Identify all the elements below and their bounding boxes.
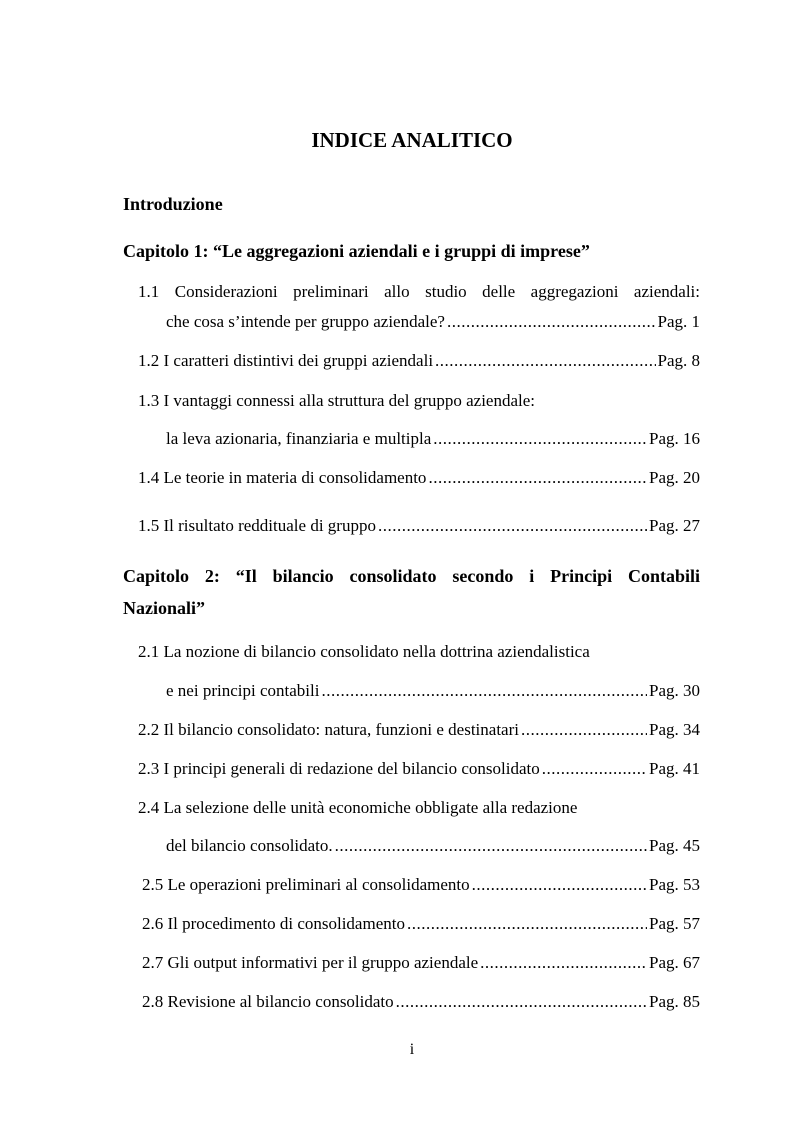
dot-leader [407,913,647,935]
toc-entry-1-1 [166,311,700,333]
toc-entry-2-8 [142,991,700,1013]
toc-page-number: Pag. 27 [649,516,700,535]
toc-entry-2-2 [138,719,700,741]
toc-entry-text: 2.8 Revisione al bilancio consolidato [142,992,394,1011]
toc-page-number: Pag. 20 [649,468,700,487]
toc-entry-text: 1.2 I caratteri distintivi dei gruppi aziendali [138,351,434,370]
dot-leader [435,350,655,372]
toc-entry-text: 1.5 Il risultato reddituale di gruppo [138,516,376,535]
toc-page-number: Pag. 34 [649,720,700,739]
toc-entry-2-4-line1: 2.4 La selezione delle unità economiche obbligate alla redazione [138,798,578,817]
toc-entry-1-3 [166,428,700,450]
page-title: INDICE ANALITICO [311,128,513,152]
toc-entry-1-2 [138,350,700,372]
dot-leader [428,467,647,489]
chapter-2-heading: Capitolo 2: “Il bilancio consolidato secondo i Principi Contabili [123,566,700,586]
introduction-heading: Introduzione [123,194,223,214]
toc-entry-2-7 [142,952,700,974]
toc-page-number: Pag. 45 [649,836,700,855]
toc-page-number: Pag. 8 [657,351,700,370]
toc-page-number: Pag. 85 [649,992,700,1011]
dot-leader [542,758,647,780]
toc-entry-1-3-line1: 1.3 I vantaggi connessi alla struttura del gruppo aziendale: [138,391,536,410]
toc-entry-text: 2.5 Le operazioni preliminari al consolidamento [142,875,470,894]
toc-page-number: Pag. 57 [649,914,700,933]
dot-leader [335,835,647,857]
dot-leader [396,991,647,1013]
toc-entry-text: la leva azionaria, finanziaria e multipla [166,429,432,448]
toc-entry-1-4 [138,467,700,489]
toc-entry-text: che cosa s’intende per gruppo aziendale? [166,312,445,331]
dot-leader [433,428,647,450]
toc-entry-1-1-line1: 1.1 Considerazioni preliminari allo studio delle aggregazioni aziendali: [138,282,700,301]
dot-leader [447,311,656,333]
dot-leader [472,874,647,896]
toc-entry-text: 1.4 Le teorie in materia di consolidamento [138,468,427,487]
toc-entry-2-5 [142,874,700,896]
toc-entry-2-1-line1: 2.1 La nozione di bilancio consolidato nella dottrina aziendalistica [138,642,590,661]
toc-page-number: Pag. 16 [649,429,700,448]
toc-page-number: Pag. 67 [649,953,700,972]
toc-entry-2-3 [138,758,700,780]
toc-page-number: Pag. 53 [649,875,700,894]
toc-entry-text: 2.3 I principi generali di redazione del bilancio consolidato [138,759,540,778]
toc-page-number: Pag. 30 [649,681,700,700]
dot-leader [521,719,647,741]
toc-entry-text: 2.7 Gli output informativi per il gruppo aziendale [142,953,479,972]
toc-page-number: Pag. 1 [657,312,700,331]
toc-entry-text: del bilancio consolidato. [166,836,333,855]
dot-leader [480,952,647,974]
toc-entry-text: 2.2 Il bilancio consolidato: natura, funzioni e destinatari [138,720,519,739]
chapter-2-heading-continued: Nazionali” [123,598,206,618]
dot-leader [378,515,647,537]
toc-entry-2-1 [166,680,700,702]
chapter-1-heading: Capitolo 1: “Le aggregazioni aziendali e i gruppi di imprese” [123,241,590,261]
toc-entry-2-4 [166,835,700,857]
toc-entry-text: e nei principi contabili [166,681,320,700]
dot-leader [321,680,647,702]
toc-page-number: Pag. 41 [649,759,700,778]
toc-entry-1-5 [138,515,700,537]
page-number: i [409,1041,415,1058]
toc-entry-text: 2.6 Il procedimento di consolidamento [142,914,405,933]
toc-entry-2-6 [142,913,700,935]
